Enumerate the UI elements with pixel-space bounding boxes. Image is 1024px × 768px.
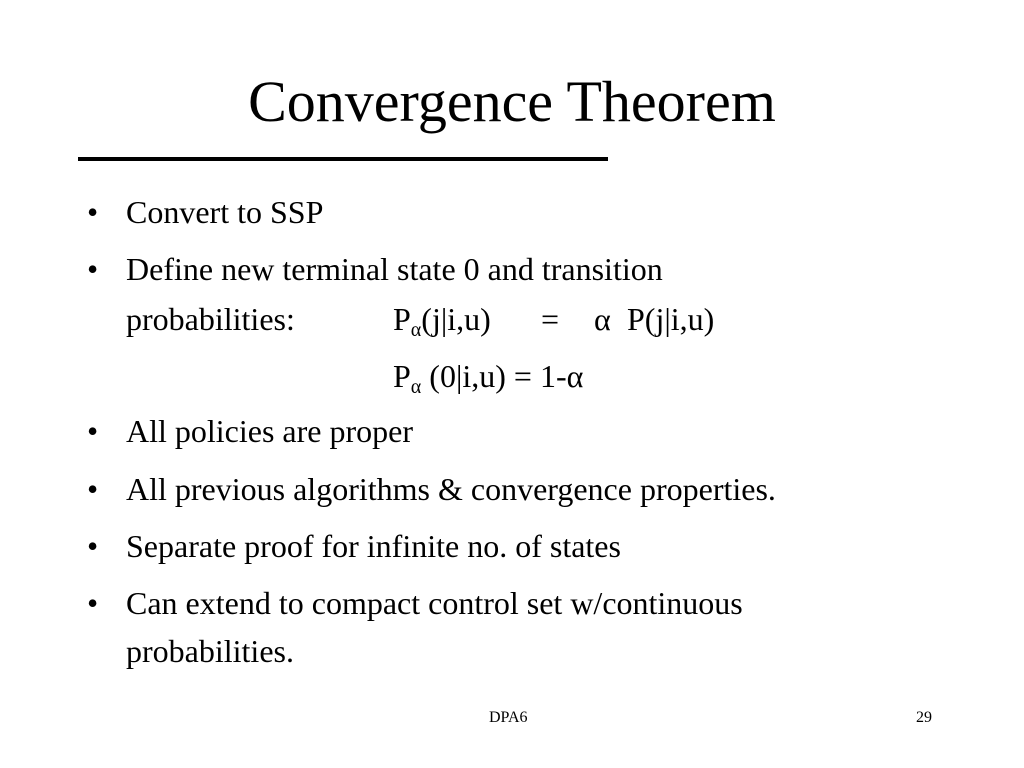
formula-2-equals: = [513, 358, 532, 394]
bullet-marker: • [87, 194, 99, 230]
title-underline [78, 157, 608, 161]
formula-transition-scaled [393, 300, 491, 341]
bullet-text-probabilities-label: probabilities: [126, 301, 295, 337]
formula-termination-probability [393, 357, 584, 398]
bullet-text-convert-to-ssp: Convert to SSP [126, 194, 324, 230]
footer-page-number: 29 [916, 709, 932, 726]
formula-1-equals: = [541, 301, 560, 337]
formula-2-rhs-expr: 1-α [539, 358, 584, 394]
bullet-marker: • [87, 251, 99, 287]
formula-1-lhs-subscript: α [410, 319, 422, 341]
bullet-text-all-policies-proper: All policies are proper [126, 413, 413, 449]
formula-1-lhs-symbol: P [393, 301, 411, 337]
slide-title: Convergence Theorem [248, 69, 776, 134]
formula-1-rhs-factor: α [594, 301, 611, 337]
formula-1-lhs-args: (j|i,u) [421, 301, 491, 337]
formula-2-lhs-subscript: α [410, 376, 422, 398]
bullet-text-compact-control-set: Can extend to compact control set w/continuous [126, 585, 743, 621]
formula-1-rhs-expr: P(j|i,u) [627, 301, 715, 337]
bullet-marker: • [87, 528, 99, 564]
bullet-text-previous-algorithms: All previous algorithms & convergence properties. [126, 471, 776, 507]
formula-2-lhs-args: (0|i,u) [429, 358, 506, 394]
bullet-marker: • [87, 585, 99, 621]
bullet-text-separate-proof: Separate proof for infinite no. of states [126, 528, 621, 564]
bullet-text-define-terminal-state: Define new terminal state 0 and transition [126, 251, 663, 287]
bullet-marker: • [87, 471, 99, 507]
bullet-text-probabilities-end: probabilities. [126, 633, 294, 669]
bullet-marker: • [87, 413, 99, 449]
formula-2-lhs-symbol: P [393, 358, 411, 394]
footer-deck-label: DPA6 [489, 709, 528, 726]
